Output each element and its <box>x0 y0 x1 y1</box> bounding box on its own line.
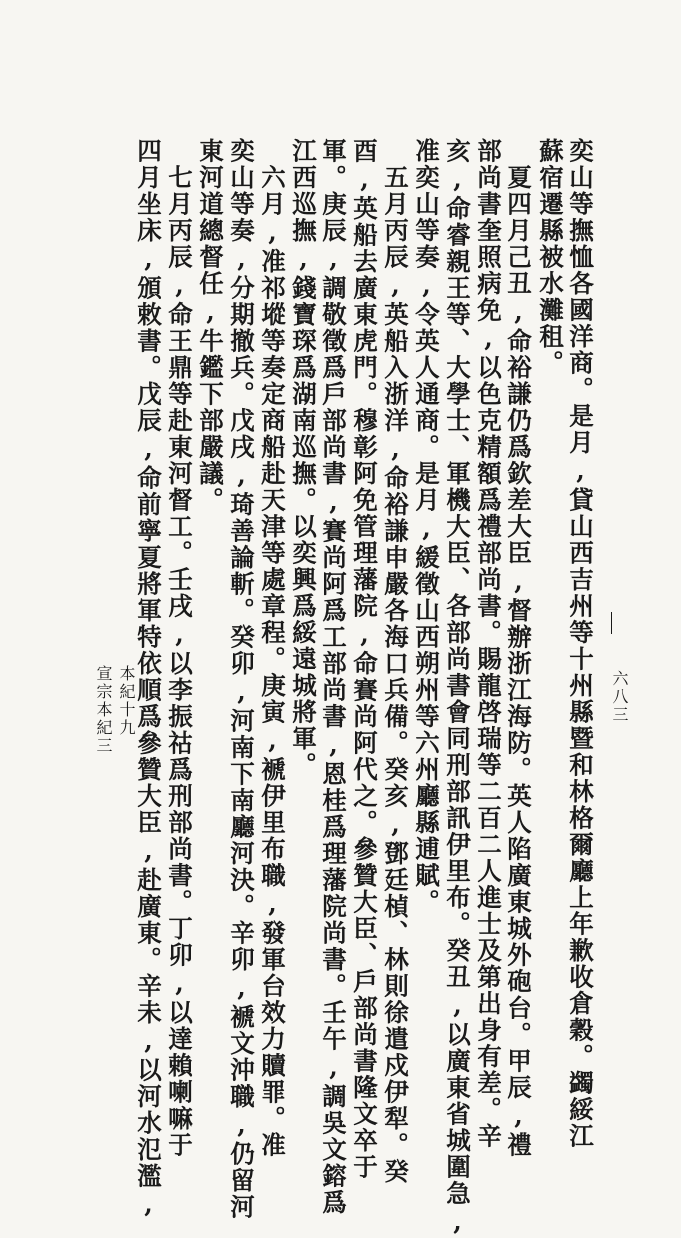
page-number-dash <box>611 612 612 634</box>
page-number: 六八三 <box>610 670 629 724</box>
text-column-7: 五月丙辰,英船入浙洋,命裕謙申嚴各海口兵備。癸亥,鄧廷楨、林則徐遣戍伊犁。癸 <box>381 138 410 1185</box>
text-column-5: 亥,命睿親王等、大學士、軍機大臣、各部尚書會同刑部訊伊里布。癸丑,以廣東省城圍急, <box>443 138 472 1238</box>
text-column-9: 軍。庚辰,調敬徵爲戶部尚書,賽尚阿爲工部尚書,恩桂爲理藩院尚書。壬午,調吳文鎔爲 <box>319 138 348 1216</box>
text-column-14: 七月丙辰,命王鼎等赴東河督工。壬戌,以李振祜爲刑部尚書。丁卯,以達賴喇嘛于 <box>165 138 194 1159</box>
text-column-11: 六月,准祁㙡等奏定商船赴天津等處章程。庚寅,褫伊里布職,發軍台效力贖罪。准 <box>258 138 287 1159</box>
running-head-chapter: 宣宗本紀三 <box>94 665 113 755</box>
running-head <box>92 665 138 755</box>
text-column-13: 東河道總督任,牛鑑下部嚴議。 <box>196 138 225 514</box>
text-column-3: 夏四月己丑,命裕謙仍爲欽差大臣,督辦浙江海防。英人陷廣東城外砲台。甲辰,禮 <box>504 138 533 1159</box>
text-column-8: 酉,英船去廣東虎門。穆彰阿免管理藩院,命賽尚阿代之。參贊大臣、戶部尚書隆文卒于 <box>350 138 379 1181</box>
text-column-4: 部尚書奎照病免,以色克精額爲禮部尚書。賜龍啓瑞等二百二人進士及第出身有差。辛 <box>474 138 503 1150</box>
text-column-15: 四月坐床,頒敕書。戊辰,命前寧夏將軍特依順爲參贊大臣,赴廣東。辛未,以河水氾濫, <box>134 138 163 1221</box>
running-head-section: 本紀十九 <box>117 665 136 737</box>
text-column-6: 准奕山等奏,令英人通商。是月,緩徵山西朔州等六州廳縣逋賦。 <box>412 138 441 916</box>
text-column-1: 奕山等撫恤各國洋商。是月,貸山西吉州等十州縣暨和林格爾廳上年歉收倉穀。蠲綏江 <box>566 138 595 1150</box>
text-column-10: 江西巡撫,錢寶琛爲湖南巡撫。以奕興爲綏遠城將軍。 <box>289 138 318 779</box>
text-column-2: 蘇宿遷縣被水灘租。 <box>536 138 565 377</box>
text-column-12: 奕山等奏,分期撤兵。戊戌,琦善論斬。癸卯,河南下南廳河決。辛卯,褫文沖職,仍留河 <box>227 138 256 1221</box>
